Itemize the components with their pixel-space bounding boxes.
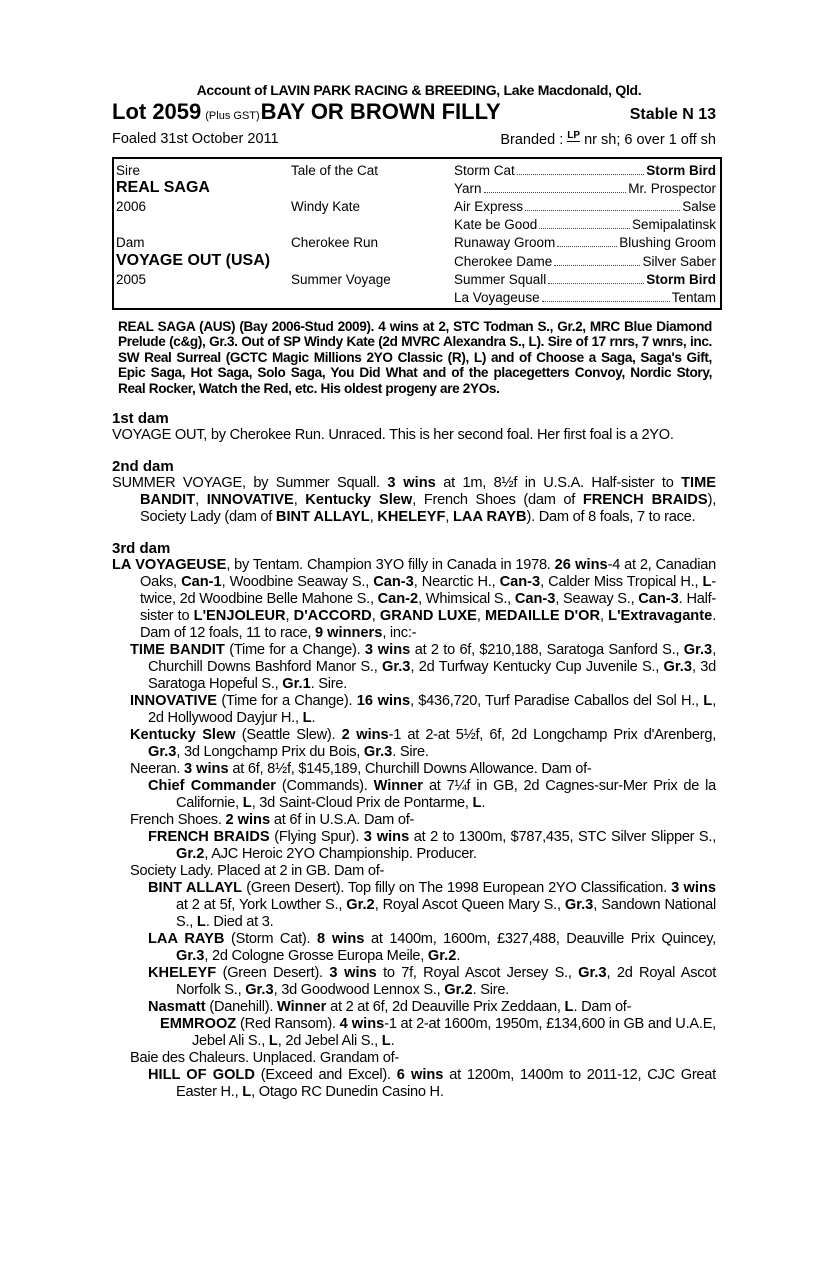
bold-text: 3 wins <box>183 761 229 778</box>
bold-text: Gr.2 <box>346 897 375 914</box>
text: to 7f, Royal Ascot Jersey S., <box>376 965 579 982</box>
produce-record <box>112 880 716 931</box>
dam-year: 2005 <box>116 271 147 287</box>
bold-text: Winner <box>276 999 327 1016</box>
text: at 1200m, 1400m to 2011-12, CJC Great Easter H., <box>176 1067 716 1101</box>
bold-text: BINT ALLAYL <box>275 509 370 526</box>
text: SUMMER VOYAGE, by Summer Squall. <box>112 475 388 492</box>
pedigree-gen3-entry <box>454 254 716 269</box>
gen3-sire: Storm Bird <box>646 162 716 178</box>
produce-record <box>112 1067 716 1101</box>
vendor-account: Account of LAVIN PARK RACING & BREEDING, Lake Macdonald, Qld. <box>196 82 642 98</box>
bold-text: TIME BANDIT <box>130 642 225 659</box>
bold-text: Gr.3 <box>363 744 393 761</box>
gen3-name: Runaway Groom <box>454 235 556 251</box>
bold-text: MEDAILLE D'OR <box>484 608 601 625</box>
lot-line <box>112 99 716 125</box>
text: , <box>600 608 609 625</box>
lot-number: Lot 2059 <box>112 99 202 124</box>
gen3-name: Summer Squall <box>454 271 547 287</box>
gen3-name: La Voyageuse <box>454 289 540 305</box>
produce-record <box>112 999 716 1016</box>
text: (Exceed and Excel). <box>254 1067 397 1084</box>
gen3-name: Cherokee Dame <box>454 253 553 269</box>
text: . Dam of- <box>573 999 632 1016</box>
pedigree-gen3-entry <box>454 272 716 287</box>
bold-text: L <box>703 693 713 710</box>
bold-text: 3 wins <box>364 642 411 659</box>
text: , AJC Heroic 2YO Championship. Producer. <box>204 846 477 863</box>
text: , 2d Turfway Kentucky Cup Juvenile S., <box>410 659 664 676</box>
bold-text: INNOVATIVE <box>130 693 218 710</box>
bold-text: 8 wins <box>316 931 365 948</box>
produce-record <box>112 965 716 999</box>
bold-text: Can-3 <box>373 574 414 591</box>
horse-description: BAY OR BROWN FILLY <box>260 99 501 124</box>
gen3-name: Yarn <box>454 180 482 196</box>
text: Baie des Chaleurs. Unplaced. Grandam of- <box>130 1050 400 1067</box>
dot-leader <box>557 246 617 247</box>
text: , <box>293 492 306 509</box>
bold-text: Gr.2 <box>427 948 457 965</box>
produce-record <box>112 829 716 863</box>
text: , Sandown National S., <box>176 897 717 931</box>
branded-details: nr sh; 6 over 1 off sh <box>584 132 716 148</box>
bold-text: 3 wins <box>363 829 410 846</box>
bold-text: L <box>564 999 574 1016</box>
text: , Calder Miss Tropical H., <box>540 574 703 591</box>
bold-text: L <box>472 795 482 812</box>
produce-record <box>112 693 716 727</box>
text: (Storm Cat). <box>224 931 317 948</box>
produce-record <box>112 642 716 693</box>
gen3-sire: Tentam <box>671 289 716 305</box>
pedigree-gen3-entry <box>454 199 716 214</box>
text: at 2 at 5f, York Lowther S., <box>176 897 347 914</box>
bold-text: LA VOYAGEUSE <box>112 557 227 574</box>
text: , <box>369 509 378 526</box>
produce-record <box>112 1016 716 1050</box>
sire-label: Sire <box>116 162 141 178</box>
text: at 7¼f in GB, 2d Cagnes-sur-Mer Prix de la Californie, <box>176 778 717 812</box>
bold-text: FRENCH BRAIDS <box>582 492 708 509</box>
text: (Green Desert). <box>216 965 330 982</box>
text: (Flying Spur). <box>269 829 364 846</box>
gen3-sire: Silver Saber <box>642 253 716 269</box>
text: VOYAGE OUT, by Cherokee Run. Unraced. This is her second foal. Her first foal is a 2YO. <box>112 427 674 444</box>
bold-text: 4 wins <box>339 1016 385 1033</box>
bold-text: Kentucky Slew <box>305 492 413 509</box>
text: (Time for a Change). <box>217 693 357 710</box>
text: -twice, 2d Woodbine Belle Mahone S., <box>140 574 717 608</box>
text: at 2 to 1300m, $787,435, STC Silver Slipper S., <box>409 829 716 846</box>
bold-text: Gr.3 <box>148 744 177 761</box>
produce-record <box>112 427 716 444</box>
catalogue-page <box>112 82 716 1101</box>
bold-text: LAA RAYB <box>453 509 527 526</box>
text: . Sire. <box>310 676 348 693</box>
bold-text: EMMROOZ <box>160 1016 237 1033</box>
family-sections <box>112 410 716 1101</box>
dam-sire: Cherokee Run <box>291 235 379 251</box>
pedigree-gen3-entry <box>454 181 716 196</box>
text: -4 at 2, Canadian Oaks, <box>140 557 716 591</box>
dot-leader <box>539 228 630 229</box>
bold-text: L <box>242 795 252 812</box>
bold-text: L <box>196 914 206 931</box>
produce-record <box>112 863 716 880</box>
text: , <box>476 608 485 625</box>
text: , Otago RC Dunedin Casino H. <box>251 1084 444 1101</box>
bold-text: L <box>302 710 312 727</box>
text: at 1m, 8½f in U.S.A. Half-sister to <box>435 475 682 492</box>
text: (Red Ransom). <box>236 1016 340 1033</box>
bold-text: GRAND LUXE <box>379 608 477 625</box>
produce-record <box>112 778 716 812</box>
text: , inc:- <box>382 625 417 642</box>
bold-text: Chief Commander <box>148 778 276 795</box>
text: . Sire. <box>392 744 429 761</box>
pedigree-gen3-entry <box>454 235 716 250</box>
text: . Sire. <box>472 982 509 999</box>
text: at 6f in U.S.A. Dam of- <box>270 812 415 829</box>
section-heading: 3rd dam <box>112 540 171 558</box>
text: (Seattle Slew). <box>235 727 342 744</box>
text: (Commands). <box>275 778 374 795</box>
dot-leader <box>517 174 644 175</box>
text: . <box>390 1033 395 1050</box>
bold-text: 16 wins <box>356 693 411 710</box>
text: , Royal Ascot Queen Mary S., <box>374 897 565 914</box>
text: , 3d Saint-Cloud Prix de Pontarme, <box>251 795 473 812</box>
produce-record <box>112 812 716 829</box>
foaled-line <box>112 131 716 151</box>
sire-name: REAL SAGA <box>116 179 210 197</box>
text: , 2d Royal Ascot Norfolk S., <box>176 965 716 999</box>
produce-record <box>112 1050 716 1067</box>
bold-text: Winner <box>373 778 423 795</box>
text: (Green Desert). Top filly on The 1998 European 2YO Classification. <box>242 880 672 897</box>
dam-name: VOYAGE OUT (USA) <box>116 252 271 270</box>
bold-text: LAA RAYB <box>148 931 225 948</box>
text: . <box>456 948 461 965</box>
gen3-name: Air Express <box>454 198 524 214</box>
pedigree-gen3-entry <box>454 163 716 178</box>
bold-text: KHELEYF <box>148 965 217 982</box>
text: , Whimsical S., <box>418 591 515 608</box>
bold-text: Gr.3 <box>683 642 713 659</box>
dot-leader <box>525 210 680 211</box>
bold-text: L'Extravagante <box>608 608 713 625</box>
bold-text: Can-3 <box>638 591 679 608</box>
text: , French Shoes (dam of <box>412 492 583 509</box>
bold-text: Gr.3 <box>564 897 594 914</box>
bold-text: Kentucky Slew <box>130 727 236 744</box>
foaled-date: Foaled 31st October 2011 <box>112 131 279 147</box>
bold-text: 26 wins <box>554 557 608 574</box>
bold-text: TIME BANDIT <box>140 475 716 509</box>
sire-sire: Tale of the Cat <box>291 162 379 178</box>
text: (Danehill). <box>205 999 277 1016</box>
bold-text: Can-2 <box>377 591 419 608</box>
text: , Churchill Downs Bashford Manor S., <box>148 642 716 676</box>
bold-text: INNOVATIVE <box>206 492 294 509</box>
bold-text: 3 wins <box>387 475 436 492</box>
gen3-sire: Storm Bird <box>646 271 716 287</box>
dot-leader <box>542 301 670 302</box>
bold-text: Gr.2 <box>176 846 205 863</box>
bold-text: D'ACCORD <box>293 608 372 625</box>
text: -1 at 2-at 5½f, 6f, 2d Longchamp Prix d'Arenberg, <box>388 727 717 744</box>
text: , 3d Longchamp Prix du Bois, <box>176 744 364 761</box>
text: French Shoes. <box>130 812 226 829</box>
text: , Seaway S., <box>555 591 639 608</box>
brand-mark: LP <box>567 130 581 141</box>
text: Neeran. <box>130 761 184 778</box>
text: . Dam of 12 foals, 11 to race, <box>140 608 717 642</box>
dot-leader <box>484 192 627 193</box>
text: . <box>481 795 486 812</box>
branded-label: Branded : <box>500 132 564 148</box>
text: Society Lady. Placed at 2 in GB. Dam of- <box>130 863 385 880</box>
sire-summary: REAL SAGA (AUS) (Bay 2006-Stud 2009). 4 wins at 2, STC Todman S., Gr.2, MRC Blue Diamond Prelude (c&g), Gr.3. Out of SP Windy Kate (2d MVRC Alexandra S., L). Sire of 17 rnrs, 7 wnrs, inc. SW Real Surreal (GCTC Magic Millions 2YO Classic (R), L) and of Choose a Saga, Saga's Gift, Epic Saga, Hot Saga, Solo Saga, You Did What and of the placegetters Convoy, Nordic Story, Real Rocker, Watch the Red, etc. His oldest progeny are 2YOs. <box>118 318 712 396</box>
bold-text: Gr.3 <box>382 659 411 676</box>
bold-text: L <box>242 1084 252 1101</box>
produce-record <box>112 557 716 642</box>
text: , Woodbine Seaway S., <box>221 574 374 591</box>
produce-record <box>112 475 716 526</box>
gst-note: (Plus GST) <box>205 110 260 122</box>
bold-text: Gr.3 <box>663 659 692 676</box>
section-heading: 2nd dam <box>112 458 174 476</box>
bold-text: L <box>381 1033 391 1050</box>
text: -1 at 2-at 1600m, 1950m, £134,600 in GB and U.A.E, Jebel Ali S., <box>192 1016 716 1050</box>
bold-text: Can-3 <box>499 574 541 591</box>
text: , 2d Cologne Grosse Europa Meile, <box>204 948 428 965</box>
bold-text: L <box>702 574 712 591</box>
text: , Nearctic H., <box>413 574 500 591</box>
sire-year: 2006 <box>116 198 147 214</box>
text: at 2 at 6f, 2d Deauville Prix Zeddaan, <box>326 999 565 1016</box>
gen3-sire: Blushing Groom <box>619 235 716 251</box>
bold-text: Nasmatt <box>148 999 206 1016</box>
bold-text: Gr.3 <box>245 982 274 999</box>
text: ). Dam of 8 foals, 7 to race. <box>526 509 696 526</box>
bold-text: Gr.1 <box>282 676 311 693</box>
dot-leader <box>554 265 640 266</box>
text: , 3d Saratoga Hopeful S., <box>148 659 716 693</box>
text: , $436,720, Turf Paradise Caballos del Sol H., <box>410 693 704 710</box>
text: ), Society Lady (dam of <box>140 492 716 526</box>
text: , <box>371 608 380 625</box>
bold-text: 2 wins <box>341 727 389 744</box>
bold-text: Gr.3 <box>176 948 205 965</box>
dam-dam: Summer Voyage <box>291 271 391 287</box>
text: , 2d Hollywood Dayjur H., <box>148 693 716 727</box>
dam-label: Dam <box>116 235 145 251</box>
text: at 1400m, 1600m, £327,488, Deauville Prix Quincey, <box>364 931 716 948</box>
pedigree-table <box>112 157 722 310</box>
bold-text: 6 wins <box>396 1067 444 1084</box>
text: , <box>285 608 294 625</box>
bold-text: 2 wins <box>225 812 271 829</box>
text: at 2 to 6f, $210,188, Saratoga Sanford S., <box>410 642 684 659</box>
branding <box>500 131 716 151</box>
text: , <box>445 509 454 526</box>
bold-text: Can-3 <box>514 591 556 608</box>
produce-record <box>112 761 716 778</box>
bold-text: Gr.2 <box>444 982 473 999</box>
gen3-name: Kate be Good <box>454 217 538 233</box>
text: . <box>311 710 316 727</box>
text: . Died at 3. <box>205 914 274 931</box>
text: at 6f, 8½f, $145,189, Churchill Downs Allowance. Dam of- <box>228 761 592 778</box>
gen3-sire: Semipalatinsk <box>631 217 716 233</box>
pedigree-gen3-entry <box>454 290 716 305</box>
bold-text: Gr.3 <box>578 965 607 982</box>
gen3-name: Storm Cat <box>454 162 515 178</box>
bold-text: 3 wins <box>329 965 377 982</box>
bold-text: 9 winners <box>315 625 383 642</box>
bold-text: HILL OF GOLD <box>148 1067 255 1084</box>
produce-record <box>112 727 716 761</box>
bold-text: BINT ALLAYL <box>148 880 243 897</box>
section-heading: 1st dam <box>112 410 169 428</box>
bold-text: 3 wins <box>671 880 716 897</box>
bold-text: FRENCH BRAIDS <box>148 829 270 846</box>
bold-text: L <box>268 1033 278 1050</box>
gen3-sire: Salse <box>682 198 716 214</box>
pedigree-gen3-entry <box>454 217 716 232</box>
bold-text: L'ENJOLEUR <box>193 608 286 625</box>
bold-text: Can-1 <box>181 574 222 591</box>
text: , by Tentam. Champion 3YO filly in Canada in 1978. <box>226 557 555 574</box>
text: , 3d Goodwood Lennox S., <box>273 982 445 999</box>
text: , 2d Jebel Ali S., <box>277 1033 382 1050</box>
stable-number: Stable N 13 <box>629 106 716 123</box>
text: . Half-sister to <box>140 591 717 625</box>
sire-dam: Windy Kate <box>291 198 361 214</box>
text: (Time for a Change). <box>224 642 365 659</box>
text: , <box>195 492 207 509</box>
dot-leader <box>548 283 644 284</box>
gen3-sire: Mr. Prospector <box>628 180 716 196</box>
produce-record <box>112 931 716 965</box>
bold-text: KHELEYF <box>377 509 446 526</box>
